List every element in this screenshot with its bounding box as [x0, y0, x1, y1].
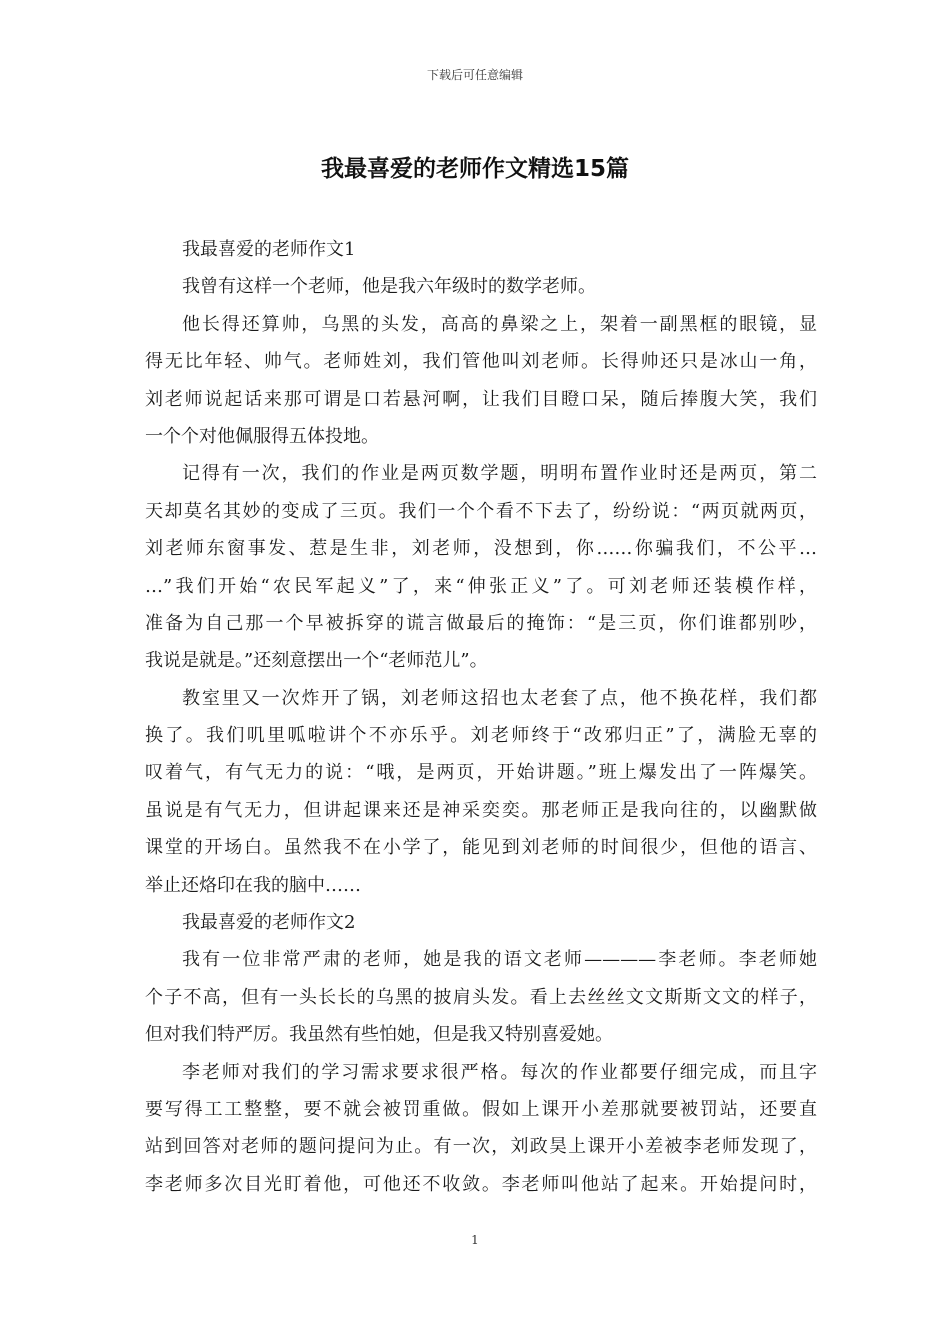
- text-line: 李老师对我们的学习需求要求很严格。每次的作业都要仔细完成，而且字: [182, 1061, 817, 1083]
- text-line: 准备为自己那一个早被拆穿的谎言做最后的掩饰：“是三页，你们谁都别吵，: [145, 612, 817, 634]
- document-body: [145, 234, 817, 1206]
- text-line: 我曾有这样一个老师，他是我六年级时的数学老师。: [182, 276, 596, 298]
- text-line: 教室里又一次炸开了锅，刘老师这招也太老套了点，他不换花样，我们都: [182, 687, 817, 709]
- text-line: 刘老师东窗事发、惹是生非，刘老师，没想到，你……你骗我们，不公平…: [145, 538, 817, 560]
- text-line: 天却莫名其妙的变成了三页。我们一个个看不下去了，纷纷说：“两页就两页，: [145, 500, 817, 522]
- text-line: 换了。我们叽里呱啦讲个不亦乐乎。刘老师终于“改邪归正”了，满脸无辜的: [145, 725, 817, 747]
- page-number: 1: [471, 1233, 479, 1247]
- text-line: 个子不高，但有一头长长的乌黑的披肩头发。看上去丝丝文文斯斯文文的样子，: [145, 986, 817, 1008]
- text-line: 我有一位非常严肃的老师，她是我的语文老师————李老师。李老师她: [182, 949, 817, 971]
- document-title: 我最喜爱的老师作文精选15篇: [320, 156, 629, 182]
- text-line: 一个个对他佩服得五体投地。: [145, 425, 379, 447]
- text-line: 但对我们特严厉。我虽然有些怕她，但是我又特别喜爱她。: [145, 1024, 613, 1046]
- text-line: 他长得还算帅，乌黑的头发，高高的鼻梁之上，架着一副黑框的眼镜，显: [182, 313, 817, 335]
- text-line: 站到回答对老师的题问提问为止。有一次，刘政昊上课开小差被李老师发现了，: [145, 1136, 817, 1158]
- text-line: 记得有一次，我们的作业是两页数学题，明明布置作业时还是两页，第二: [182, 463, 817, 485]
- text-line: 我最喜爱的老师作文2: [182, 912, 356, 934]
- text-line: 我说是就是。”还刻意摆出一个“老师范儿”。: [145, 650, 488, 672]
- text-line: 得无比年轻、帅气。老师姓刘，我们管他叫刘老师。长得帅还只是冰山一角，: [145, 351, 817, 373]
- text-line: 虽说是有气无力，但讲起课来还是神采奕奕。那老师正是我向往的，以幽默做: [145, 799, 817, 821]
- text-line: 李老师多次目光盯着他，可他还不收敛。李老师叫他站了起来。开始提问时，: [145, 1173, 817, 1195]
- text-line: 我最喜爱的老师作文1: [182, 239, 356, 260]
- text-line: …”我们开始“农民军起义”了，来“伸张正义”了。可刘老师还装模作样，: [145, 575, 817, 597]
- text-line: 刘老师说起话来那可谓是口若悬河啊，让我们目瞪口呆，随后捧腹大笑，我们: [145, 388, 817, 410]
- text-line: 课堂的开场白。虽然我不在小学了，能见到刘老师的时间很少，但他的语言、: [145, 837, 817, 859]
- text-line: 要写得工工整整，要不就会被罚重做。假如上课开小差那就要被罚站，还要直: [145, 1098, 817, 1120]
- text-line: 举止还烙印在我的脑中……: [145, 874, 361, 896]
- page-header: 下载后可任意编辑: [426, 68, 523, 82]
- text-line: 叹着气，有气无力的说：“哦，是两页，开始讲题。”班上爆发出了一阵爆笑。: [145, 762, 817, 784]
